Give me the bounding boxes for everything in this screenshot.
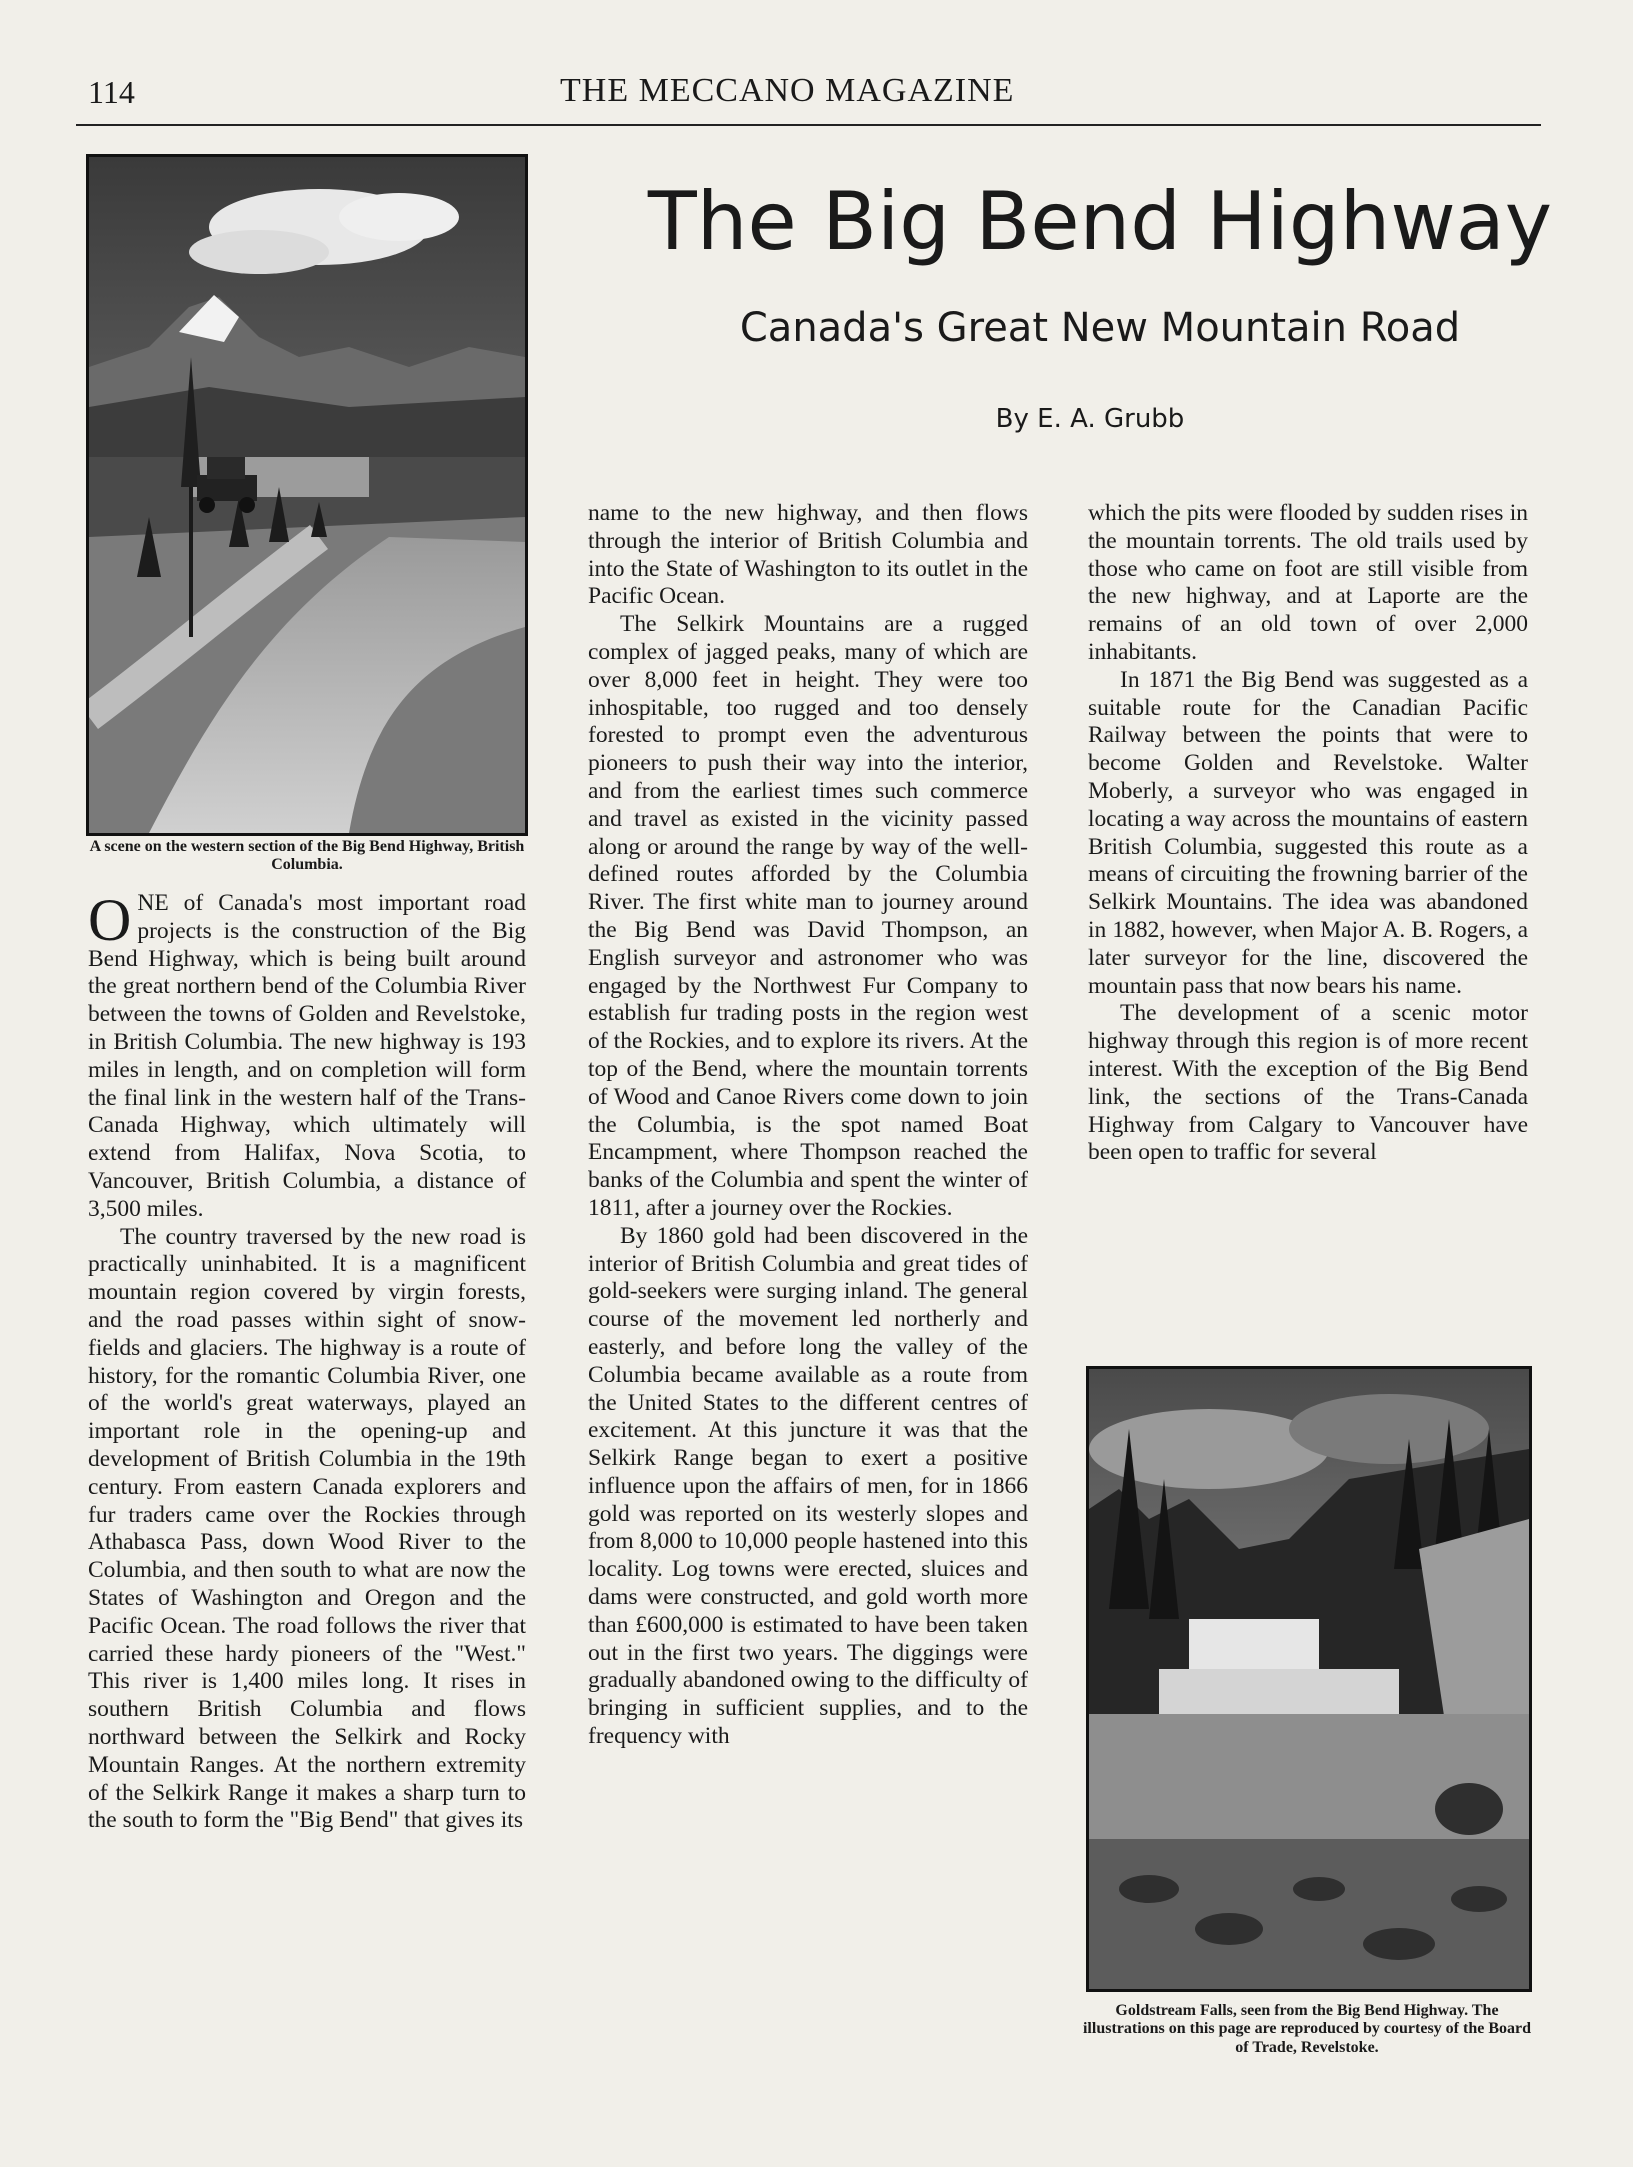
running-head: THE MECCANO MAGAZINE [560,72,1015,109]
col2-paragraph-2: The Selkirk Mountains are a rugged complex of jagged peaks, many of which are over 8,000 feet in height. They were too inhospitable, too rugged and too densely forested to prompt even the adventurous pioneers to push their way into the interior, and from the earliest times such commerce and travel as existed in the vicinity passed along or around the range by way of the well-defined routes afforded by the Columbia River. The first white man to journey around the Big Bend was David Thompson, an English surveyor and astronomer who was engaged by the Northwest Fur Company to establish fur trading posts in the region west of the Rockies, and to explore its rivers. At the top of the Bend, where the mountain torrents of Wood and Canoe Rivers come down to join the Columbia, is the spot named Boat Encampment, where Thompson reached the banks of the Columbia and spent the winter of 1811, after a journey over the Rockies. [588,611,1028,1221]
article-title: The Big Bend Highway [647,175,1553,268]
article-byline: By E. A. Grubb [995,404,1185,434]
col2-paragraph-1: name to the new highway, and then flows through the interior of British Columbia and into the State of Washington to its outlet in the Pacific Ocean. [588,500,1028,610]
column-1 [88,887,526,1835]
col1-paragraph-1 [88,887,526,1224]
article-subtitle: Canada's Great New Mountain Road [739,305,1461,351]
header-rule [76,124,1541,126]
photo1-caption: A scene on the western section of the Big Bend Highway, British Columbia. [89,838,525,874]
col1-paragraph-2: The country traversed by the new road is practically uninhabited. It is a magnificent mountain region covered by virgin forests, and the road passes within sight of snow-fields and glaciers. The highway is a route of history, for the romantic Columbia River, one of the world's great waterways, played an important role in the opening-up and development of British Columbia in the 19th century. From eastern Canada explorers and fur traders came over the Rockies through Athabasca Pass, down Wood River to the Columbia, and then south to what are now the States of Washington and Oregon and the Pacific Ocean. The road follows the river that carried these hardy pioneers of the "West." This river is 1,400 miles long. It rises in southern British Columbia and flows northward between the Selkirk and Rocky Mountain Ranges. At the northern extremity of the Selkirk Range it makes a sharp turn to the south to form the "Big Bend" that gives its [88,1223,526,1834]
col3-paragraph-2: In 1871 the Big Bend was suggested as a suitable route for the Canadian Pacific Railway between the points that were to become Golden and Revelstoke. Walter Moberly, a surveyor who was engaged in locating a way across the mountains of eastern British Columbia, suggested this route as a means of circuiting the frowning barrier of the Selkirk Mountains. The idea was abandoned in 1882, however, when Major A. B. Rogers, a later surveyor for the line, discovered the mountain pass that now bears his name. [1088,666,1528,999]
column-2 [588,500,1028,1751]
col2-paragraph-3: By 1860 gold had been discovered in the interior of British Columbia and great tides of gold-seekers were surging inland. The general course of the movement led northerly and easterly, and before long the valley of the Columbia became available as a route from the United States to the different centres of excitement. At this juncture it was that the Selkirk Range began to exert a positive influence upon the affairs of men, for in 1866 gold was reported on its westerly slopes and from 8,000 to 10,000 people hastened into this locality. Log towns were erected, sluices and dams were constructed, and gold worth more than £600,000 is estimated to have been taken out in the first two years. The diggings were gradually abandoned owing to the difficulty of bringing in sufficient supplies, and to the frequency with [588,1222,1028,1750]
page-number: 114 [88,74,135,110]
col3-paragraph-1: which the pits were flooded by sudden rises in the mountain torrents. The old trails used by those who came on foot are still visible from the new highway, and at Laporte are the remains of an old town of over 2,000 inhabitants. [1088,500,1528,665]
col1-paragraph-1-text: NE of Canada's most important road projects is the construction of the Big Bend Highway, which is being built around the great northern bend of the Columbia River between the towns of Golden and Revelstoke, in British Columbia. The new highway is 193 miles in length, and on completion will form the final link in the western half of the Trans-Canada Highway, which ultimately will extend from Halifax, Nova Scotia, to Vancouver, British Columbia, a distance of 3,500 miles. [88,890,526,1222]
drop-cap: O [88,887,132,953]
column-3 [1088,500,1528,1167]
waterfall-photo [1086,1366,1532,1992]
col3-paragraph-3: The development of a scenic motor highway through this region is of more recent interest. With the exception of the Big Bend link, the sections of the Trans-Canada Highway from Calgary to Vancouver have been open to traffic for several [1088,1000,1528,1166]
highway-photo [86,154,528,836]
photo2-caption: Goldstream Falls, seen from the Big Bend Highway. The illustrations on this page are reproduced by courtesy of the Board of Trade, Revelstoke. [1082,2002,1531,2056]
